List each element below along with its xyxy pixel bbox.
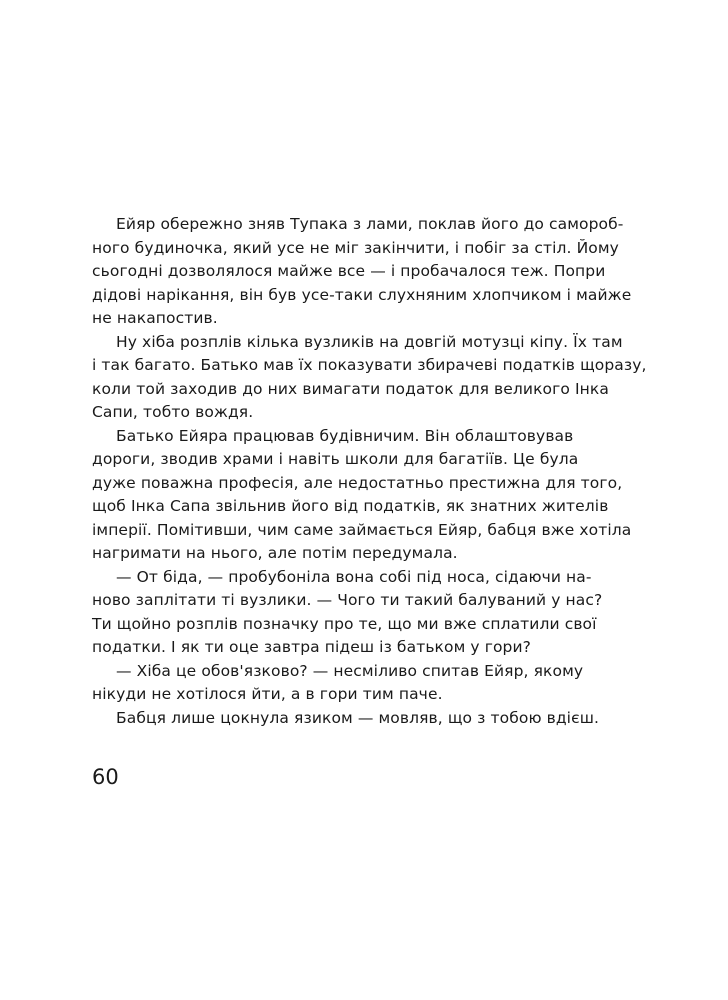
paragraph-2 — [92, 331, 647, 425]
body-text — [92, 213, 647, 730]
text-line: Бабця лише цокнула язиком — мовляв, що з тобою вдієш. — [116, 708, 599, 727]
text-line: — От біда, — пробубоніла вона собі під носа, сідаючи на- — [116, 567, 592, 586]
page-number: 60 — [92, 765, 119, 789]
text-line: ново заплітати ті вузлики. — Чого ти такий балуваний у нас? — [92, 591, 603, 609]
text-line: Ейяр обережно зняв Тупака з лами, поклав його до самороб- — [116, 215, 624, 233]
paragraph-4 — [92, 566, 603, 660]
text-line: податки. І як ти оце завтра підеш із батьком у гори? — [92, 638, 531, 656]
text-line: не накапостив. — [92, 309, 218, 327]
paragraph-5 — [92, 660, 584, 707]
text-line: імперії. Помітивши, чим саме займається Ейяр, бабця вже хотіла — [92, 520, 632, 539]
text-line: сьогодні дозволялося майже все — і пробачалося теж. Попри — [92, 262, 606, 280]
text-line: дороги, зводив храми і навіть школи для багатіїв. Це була — [92, 450, 579, 468]
paragraph-3 — [92, 425, 632, 566]
text-line: дуже поважна професія, але недостатньо престижна для того, — [92, 473, 623, 492]
text-line: Сапи, тобто вождя. — [92, 403, 254, 421]
text-line: Батько Ейяра працював будівничим. Він облаштовував — [116, 426, 574, 445]
text-line: коли той заходив до них вимагати податок для великого Інка — [92, 379, 609, 398]
text-line: ного будиночка, який усе не міг закінчити, і побіг за стіл. Йому — [92, 238, 619, 257]
paragraph-6 — [92, 707, 599, 731]
paragraph-1 — [92, 213, 632, 331]
text-line: Ти щойно розплів позначку про те, що ми вже сплатили свої — [92, 614, 597, 633]
text-line: і так багато. Батько мав їх показувати збирачеві податків щоразу, — [92, 356, 647, 374]
text-line: дідові нарікання, він був усе-таки слухняним хлопчиком і майже — [92, 285, 632, 304]
text-line: — Хіба це обов'язково? — несміливо спитав Ейяр, якому — [116, 661, 584, 680]
text-line: щоб Інка Сапа звільнив його від податків, як знатних жителів — [92, 497, 609, 515]
text-line: Ну хіба розплів кілька вузликів на довгій мотузці кіпу. Їх там — [116, 332, 623, 351]
text-line: нагримати на нього, але потім передумала. — [92, 544, 458, 562]
text-line: нікуди не хотілося йти, а в гори тим паче. — [92, 685, 443, 703]
